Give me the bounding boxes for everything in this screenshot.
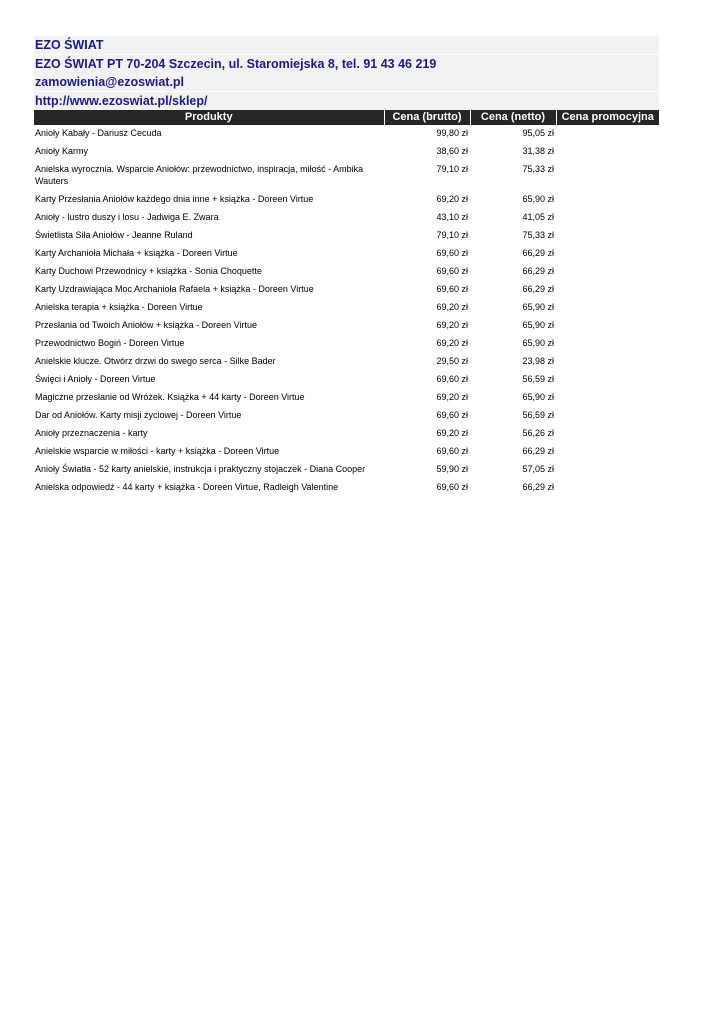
price-net: 57,05 zł	[522, 464, 554, 474]
product-name: Anioły - lustro duszy i losu - Jadwiga E. Zwara	[35, 212, 219, 222]
price-net: 66,29 zł	[522, 248, 554, 258]
price-gross: 69,60 zł	[436, 374, 468, 384]
product-name: Karty Archanioła Michała + książka - Doreen Virtue	[35, 248, 238, 258]
table-row	[34, 407, 659, 425]
product-name: Anioły Kabały - Dariusz Cecuda	[35, 128, 162, 138]
price-gross: 79,10 zł	[436, 164, 468, 174]
price-net: 65,90 zł	[522, 392, 554, 402]
price-net: 66,29 zł	[522, 482, 554, 492]
price-gross: 69,60 zł	[436, 482, 468, 492]
price-promo	[556, 125, 659, 143]
price-promo	[556, 245, 659, 263]
price-gross: 29,50 zł	[436, 356, 468, 366]
table-row	[34, 281, 659, 299]
price-net: 56,59 zł	[522, 374, 554, 384]
price-promo	[556, 389, 659, 407]
company-url[interactable]: http://www.ezoswiat.pl/sklep/	[34, 92, 659, 110]
table-row	[34, 371, 659, 389]
col-header-products: Produkty	[34, 110, 384, 125]
col-header-price-net: Cena (netto)	[470, 110, 556, 125]
price-list-page	[34, 36, 659, 497]
price-net: 75,33 zł	[522, 230, 554, 240]
price-promo	[556, 209, 659, 227]
price-promo	[556, 227, 659, 245]
price-promo	[556, 299, 659, 317]
table-row	[34, 125, 659, 143]
table-row	[34, 443, 659, 461]
company-name: EZO ŚWIAT	[34, 36, 659, 54]
price-promo	[556, 191, 659, 209]
price-promo	[556, 353, 659, 371]
product-name: Dar od Aniołów. Karty misji życiowej - Doreen Virtue	[35, 410, 242, 420]
product-name: Świetlista Siła Aniołów - Jeanne Ruland	[35, 230, 193, 240]
price-gross: 69,20 zł	[436, 392, 468, 402]
price-promo	[556, 281, 659, 299]
product-name: Anielskie klucze. Otwórz drzwi do swego serca - Silke Bader	[35, 356, 276, 366]
price-net: 56,59 zł	[522, 410, 554, 420]
product-name: Anioły Karmy	[35, 146, 89, 156]
price-gross: 69,20 zł	[436, 428, 468, 438]
price-net: 65,90 zł	[522, 320, 554, 330]
product-name: Anioły Światła - 52 karty anielskie, instrukcja i praktyczny stojaczek - Diana Cooper	[35, 464, 366, 474]
price-promo	[556, 425, 659, 443]
product-name: Przesłania od Twoich Aniołów + książka - Doreen Virtue	[35, 320, 258, 330]
price-gross: 38,60 zł	[436, 146, 468, 156]
price-net: 23,98 zł	[522, 356, 554, 366]
products-table	[34, 110, 659, 497]
price-net: 65,90 zł	[522, 338, 554, 348]
product-name: Przewodnictwo Bogiń - Doreen Virtue	[35, 338, 185, 348]
product-name: Anioły przeznaczenia - karty	[35, 428, 148, 438]
table-row	[34, 479, 659, 497]
price-net: 95,05 zł	[522, 128, 554, 138]
product-name: Karty Przesłania Aniołów każdego dnia inne + książka - Doreen Virtue	[35, 194, 314, 204]
price-promo	[556, 335, 659, 353]
price-promo	[556, 443, 659, 461]
col-header-price-promo: Cena promocyjna	[556, 110, 659, 125]
price-promo	[556, 461, 659, 479]
product-name: Anielska terapia + książka - Doreen Virtue	[35, 302, 203, 312]
table-row	[34, 209, 659, 227]
product-name: Święci i Anioły - Doreen Virtue	[35, 374, 156, 384]
price-net: 31,38 zł	[522, 146, 554, 156]
product-name: Anielskie wsparcie w miłości - karty + książka - Doreen Virtue	[35, 446, 280, 456]
table-row	[34, 461, 659, 479]
table-row	[34, 263, 659, 281]
price-net: 41,05 zł	[522, 212, 554, 222]
col-header-price-gross: Cena (brutto)	[384, 110, 470, 125]
table-row	[34, 143, 659, 161]
price-net: 66,29 zł	[522, 266, 554, 276]
price-gross: 69,60 zł	[436, 248, 468, 258]
price-gross: 69,20 zł	[436, 194, 468, 204]
price-net: 75,33 zł	[522, 164, 554, 174]
price-promo	[556, 479, 659, 497]
product-name: Karty Uzdrawiająca Moc Archanioła Rafaela + książka - Doreen Virtue	[35, 284, 314, 294]
table-row	[34, 299, 659, 317]
company-address: EZO ŚWIAT PT 70-204 Szczecin, ul. Staromiejska 8, tel. 91 43 46 219	[34, 55, 659, 73]
price-promo	[556, 317, 659, 335]
table-row	[34, 335, 659, 353]
price-gross: 43,10 zł	[436, 212, 468, 222]
company-email[interactable]: zamowienia@ezoswiat.pl	[34, 73, 659, 91]
table-row	[34, 317, 659, 335]
price-net: 66,29 zł	[522, 446, 554, 456]
price-gross: 69,60 zł	[436, 284, 468, 294]
price-promo	[556, 371, 659, 389]
price-gross: 69,60 zł	[436, 266, 468, 276]
price-net: 66,29 zł	[522, 284, 554, 294]
table-row	[34, 161, 659, 191]
price-gross: 69,20 zł	[436, 302, 468, 312]
product-name: Karty Duchowi Przewodnicy + książka - Sonia Choquette	[35, 266, 262, 276]
price-gross: 69,60 zł	[436, 410, 468, 420]
price-promo	[556, 143, 659, 161]
product-name: Anielska odpowiedź - 44 karty + książka - Doreen Virtue, Radleigh Valentine	[35, 482, 339, 492]
price-gross: 59,90 zł	[436, 464, 468, 474]
price-promo	[556, 263, 659, 281]
table-header-row	[34, 110, 659, 125]
price-gross: 69,20 zł	[436, 338, 468, 348]
table-row	[34, 191, 659, 209]
product-name: Anielska wyrocznia. Wsparcie Aniołów: przewodnictwo, inspiracja, miłość - Ambika Wauters	[35, 164, 364, 186]
price-net: 56,26 zł	[522, 428, 554, 438]
price-net: 65,90 zł	[522, 302, 554, 312]
price-gross: 99,80 zł	[436, 128, 468, 138]
table-row	[34, 389, 659, 407]
table-row	[34, 353, 659, 371]
price-promo	[556, 407, 659, 425]
table-row	[34, 227, 659, 245]
product-name: Magiczne przesłanie od Wróżek. Książka + 44 karty - Doreen Virtue	[35, 392, 305, 402]
price-gross: 69,20 zł	[436, 320, 468, 330]
price-net: 65,90 zł	[522, 194, 554, 204]
price-gross: 69,60 zł	[436, 446, 468, 456]
price-gross: 79,10 zł	[436, 230, 468, 240]
price-promo	[556, 161, 659, 191]
table-row	[34, 245, 659, 263]
table-row	[34, 425, 659, 443]
